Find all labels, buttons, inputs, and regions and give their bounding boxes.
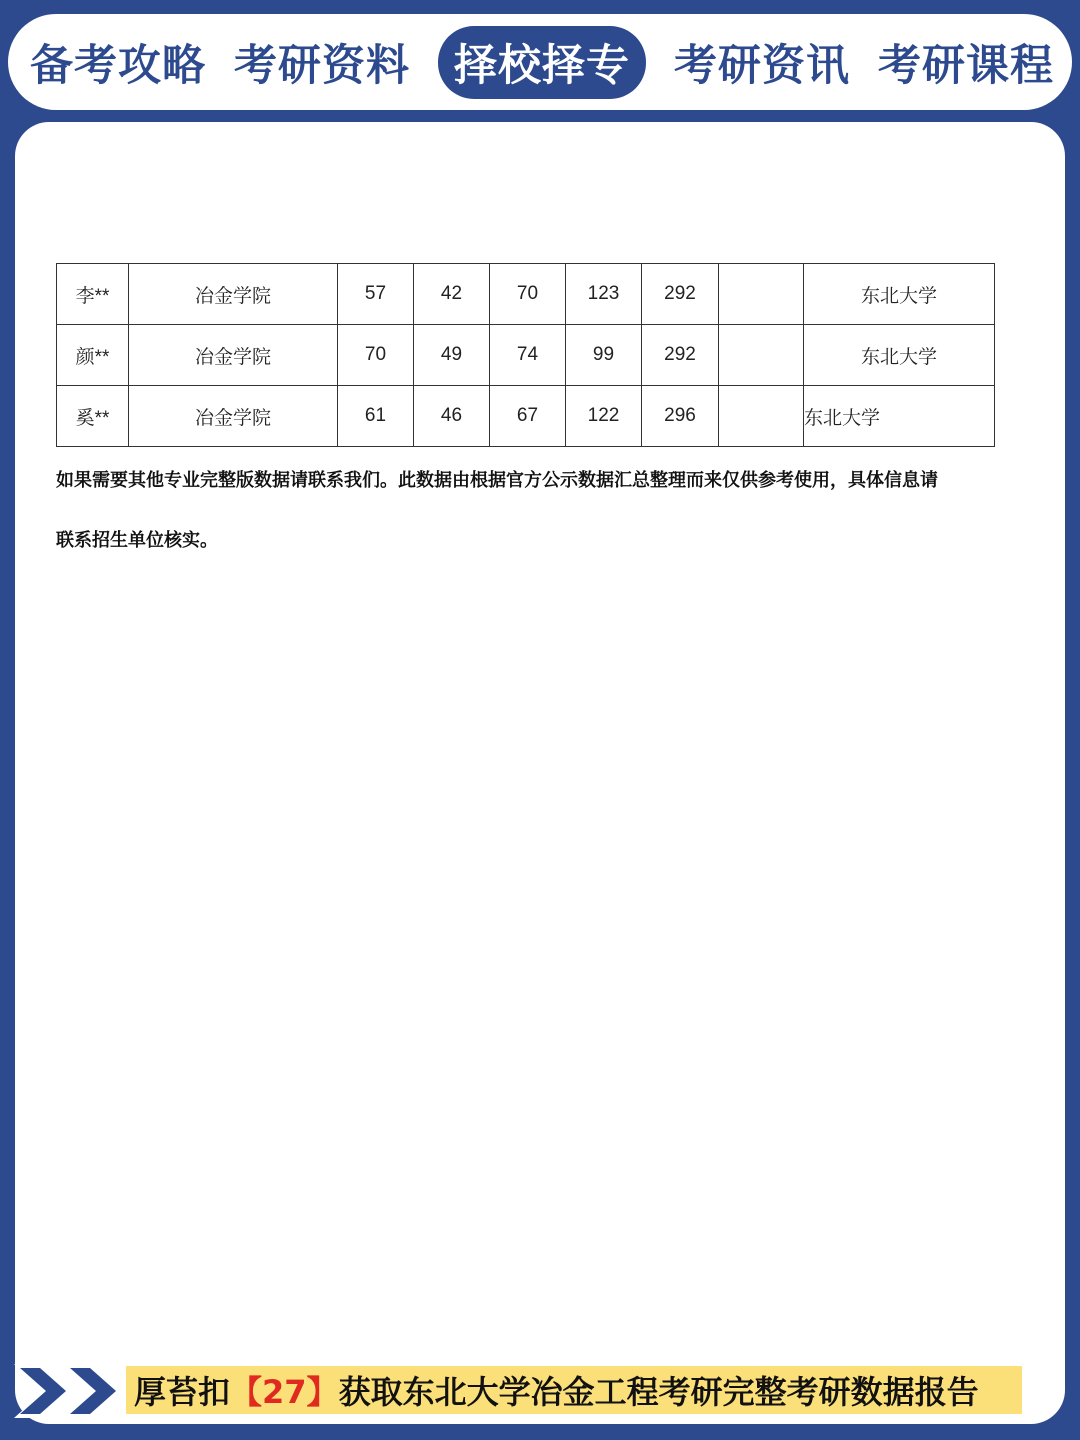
cell-college: 冶金学院 [129,264,338,325]
tab-exam-courses[interactable]: 考研课程 [878,40,1054,91]
cell-score-1: 70 [338,325,414,386]
cell-score-3: 70 [490,264,566,325]
cell-name: 颜** [57,325,129,386]
table-row [57,264,995,325]
cell-score-3: 67 [490,386,566,447]
cell-total: 292 [642,325,719,386]
cell-name: 李** [57,264,129,325]
tab-study-materials[interactable]: 考研资料 [234,40,410,91]
cell-score-2: 42 [414,264,490,325]
cell-note [719,386,804,447]
cell-score-3: 74 [490,325,566,386]
score-table [56,263,995,447]
table-row [57,325,995,386]
cell-name: 奚** [57,386,129,447]
top-nav [8,14,1072,110]
cell-school: 东北大学 [804,325,995,386]
cell-college: 冶金学院 [129,386,338,447]
cell-school: 东北大学 [804,386,995,447]
banner-text: 获取东北大学冶金工程考研完整考研数据报告 [338,1373,979,1411]
banner-prefix: 厚苔扣 [134,1373,231,1411]
notice-line-2: 联系招生单位核实。 [56,530,218,551]
cell-score-1: 57 [338,264,414,325]
double-chevron-icon [12,1362,130,1420]
cell-college: 冶金学院 [129,325,338,386]
tab-prep-strategy[interactable]: 备考攻略 [30,40,206,91]
cell-score-4: 122 [566,386,642,447]
table-row [57,386,995,447]
cell-score-2: 49 [414,325,490,386]
cell-note [719,264,804,325]
tab-school-major-selection[interactable]: 择校择专 [438,26,646,99]
cell-score-4: 123 [566,264,642,325]
cell-total: 296 [642,386,719,447]
cell-school: 东北大学 [804,264,995,325]
cell-note [719,325,804,386]
cell-score-4: 99 [566,325,642,386]
cell-score-2: 46 [414,386,490,447]
banner-code: 【27】 [230,1373,339,1411]
tab-exam-news[interactable]: 考研资讯 [674,40,850,91]
cell-total: 292 [642,264,719,325]
cell-score-1: 61 [338,386,414,447]
promo-banner[interactable] [126,1366,1022,1414]
notice-line-1: 如果需要其他专业完整版数据请联系我们。此数据由根据官方公示数据汇总整理而来仅供参考使用，具体信息请 [56,470,938,491]
